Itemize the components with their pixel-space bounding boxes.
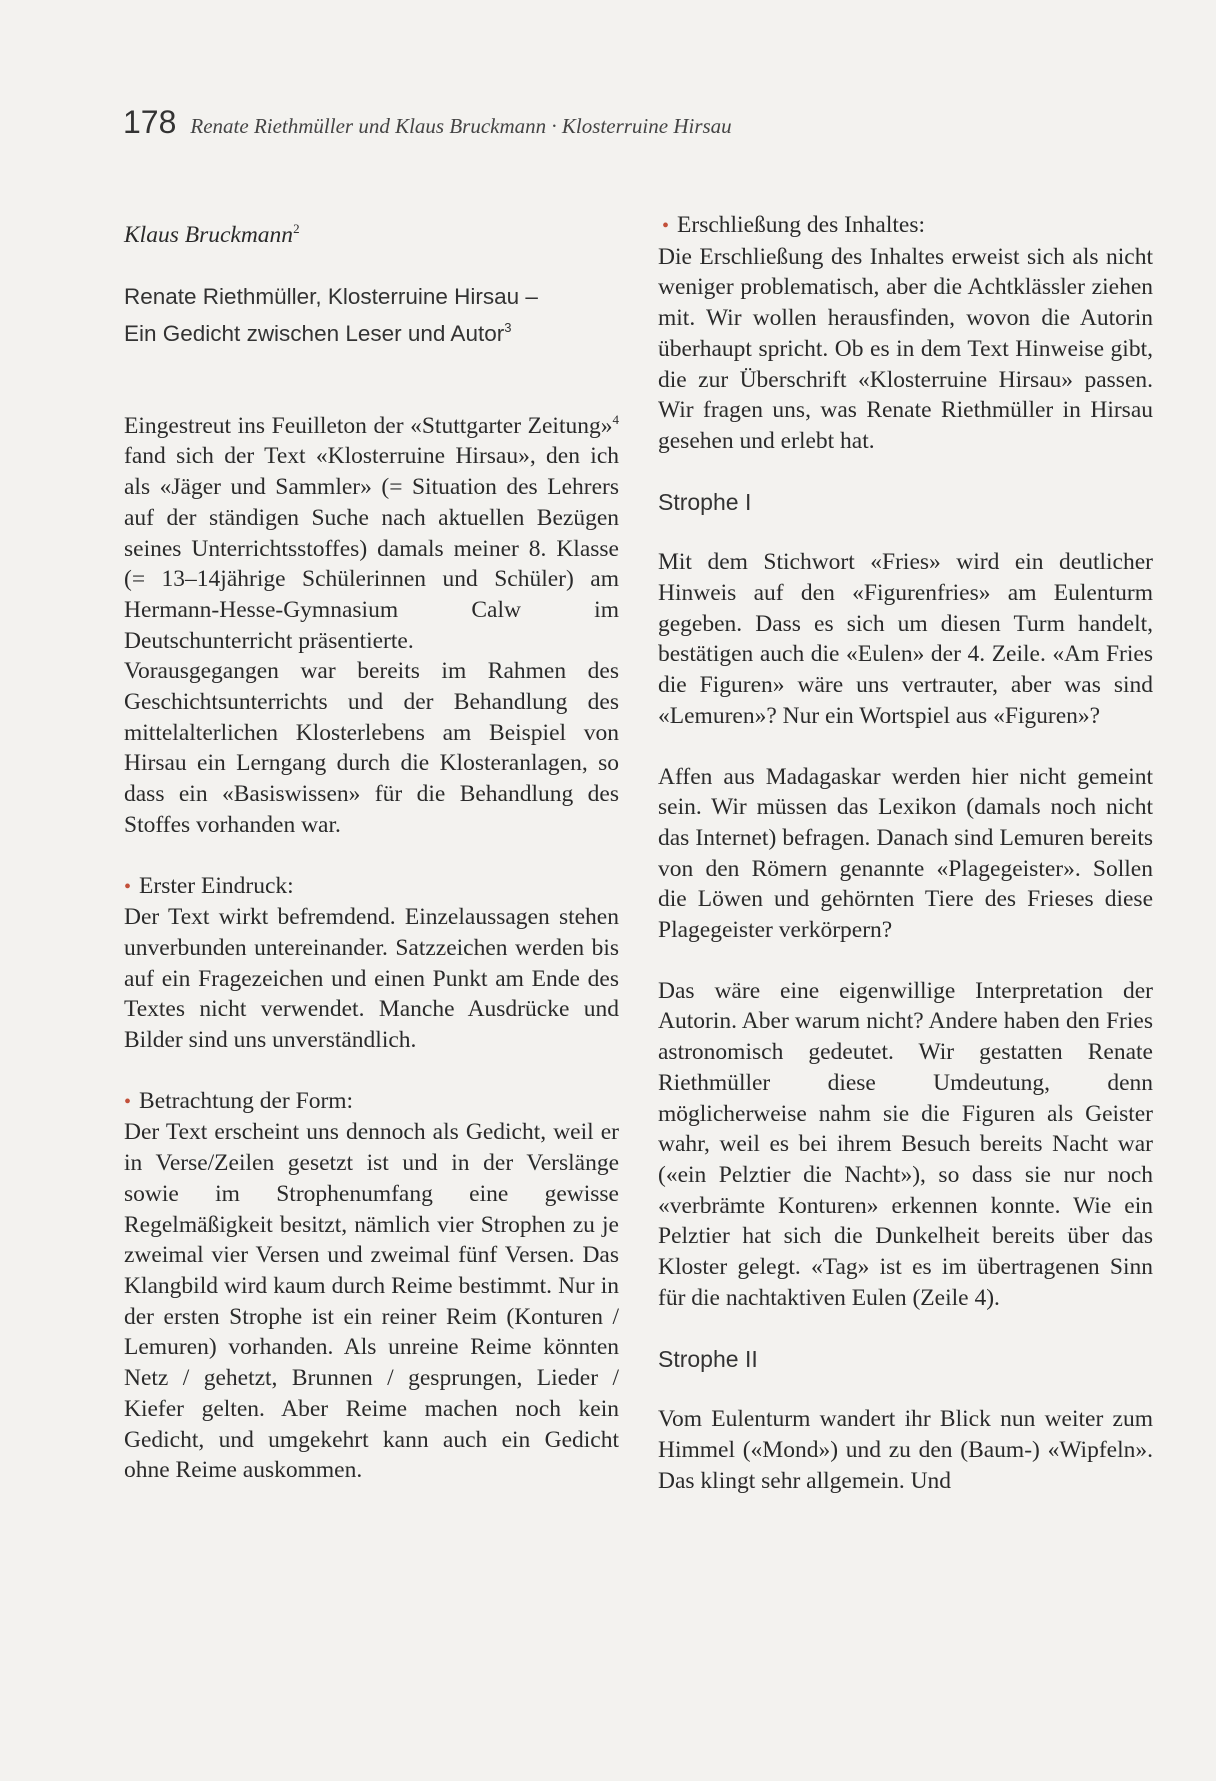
strophe-heading-1: Strophe I: [658, 488, 752, 515]
article-title-line2-text: Ein Gedicht zwischen Leser und Autor: [124, 320, 505, 346]
bullet-icon: •: [662, 215, 670, 237]
bullet-icon: •: [124, 875, 132, 898]
section-text-erster-eindruck: Der Text wirkt befremdend. Einzelaussagen stehen unverbunden untereinander. Satzzeichen werden bis auf ein Fragezeichen und einen Punkt am Ende des Textes nicht verwendet. Manche Ausdrücke und Bilder sind uns unverständlich.: [124, 904, 619, 1054]
strophe1-paragraph-2: Affen aus Madagaskar werden hier nicht gemeint sein. Wir müssen das Lexikon (damals noch nicht das Internet) befragen. Danach sind Lemuren bereits von den Römern genannte «Plagegeister». Sollen die Löwen und gehörnten Tiere des Frieses diese Plagegeister verkörpern?: [658, 763, 1153, 944]
footnote-mark: 2: [293, 221, 300, 236]
footnote-mark: 4: [612, 411, 619, 427]
author-text: Klaus Bruckmann: [124, 222, 294, 248]
article-title-line2: [124, 312, 619, 349]
section-head-erster-eindruck: [124, 871, 619, 903]
strophe-heading-2: Strophe II: [658, 1345, 758, 1372]
page-number: 178: [123, 104, 177, 140]
right-column: [658, 210, 1153, 1496]
bullet-icon: •: [124, 1090, 132, 1113]
article-title: [124, 281, 619, 349]
section-head-text: Erschließung des Inhaltes:: [677, 212, 926, 238]
strophe1-paragraph-3: Das wäre eine eigenwillige Interpretation der Autorin. Aber warum nicht? Andere haben den Fries astronomisch gedeutet. Wir gestatten Renate Riethmüller diese Umdeutung, denn möglicherweise nahm sie die Figuren als Geister wahr, weil es bei ihrem Besuch bereits Nacht war («ein Pelztier die Nacht»), so dass sie nur noch «verbrämte Konturen» erkennen konnte. Wie ein Pelztier hat sich die Dunkelheit bereits über das Kloster gelegt. «Tag» ist es im übertragenen Sinn für die nachtaktiven Eulen (Zeile 4).: [658, 977, 1153, 1311]
strophe2-paragraph-1: Vom Eulenturm wandert ihr Blick nun weiter zum Himmel («Mond») und zu den (Baum-) «Wipfeln». Das klingt sehr allgemein. Und: [658, 1406, 1153, 1494]
section-head-text: Betrachtung der Form:: [139, 1087, 354, 1114]
intro-text-part2: fand sich der Text «Klosterruine Hirsau», den ich als «Jäger und Sammler» (= Situation des Lehrers auf der ständigen Suche nach aktuellen Bezügen seines Unterrichtsstoffes) damals meiner 8. Klasse (= 13–14jährige Schülerinnen und Schüler) am Hermann-Hesse-Gymnasium Calw im Deutschunterricht präsentierte.: [124, 443, 619, 654]
strophe1-paragraph-1: Mit dem Stichwort «Fries» wird ein deutlicher Hinweis auf den «Figurenfries» am Eulenturm gegeben. Dass es sich um diesen Turm handelt, bestätigen auch die «Eulen» der 4. Zeile. «Am Fries die Figuren» wäre uns vertrauter, aber was sind «Lemuren»? Nur ein Wortspiel aus «Figuren»?: [658, 549, 1153, 729]
article-title-line1: Renate Riethmüller, Klosterruine Hirsau –: [124, 283, 538, 309]
section-head-text: Erster Eindruck:: [139, 872, 294, 899]
footnote-mark: 3: [504, 319, 512, 335]
section-head-betrachtung-der-form: [124, 1086, 619, 1118]
left-column: [124, 214, 619, 1486]
running-header: [123, 104, 1123, 141]
intro-text-part1: Eingestreut ins Feuilleton der «Stuttgarter Zeitung»: [124, 412, 613, 439]
running-head: Renate Riethmüller und Klaus Bruckmann · Klosterruine Hirsau: [190, 114, 732, 138]
intro-paragraph-2: Vorausgegangen war bereits im Rahmen des Geschichtsunterrichts und der Behandlung des mittelalterlichen Klosterlebens am Beispiel von Hirsau ein Lerngang durch die Klosteranlagen, so dass ein «Basiswissen» für die Behandlung des Stoffes vorhanden war.: [124, 658, 619, 838]
section-text-erschliessung: Die Erschließung des Inhaltes erweist sich als nicht weniger problematisch, aber die Achtklässler ziehen mit. Wir wollen herausfinden, wovon die Autorin überhaupt spricht. Ob es in dem Text Hinweise gibt, die zur Überschrift «Klosterruine Hirsau» passen. Wir fragen uns, was Renate Riethmüller in Hirsau gesehen und erlebt hat.: [658, 243, 1153, 454]
intro-paragraph: [124, 405, 619, 657]
section-text-betrachtung-der-form: Der Text erscheint uns dennoch als Gedicht, weil er in Verse/Zeilen gesetzt ist und in der Verslänge sowie im Strophenumfang eine gewisse Regelmäßigkeit besitzt, nämlich vier Strophen zu je zweimal vier Versen und zweimal fünf Versen. Das Klangbild wird kaum durch Reime bestimmt. Nur in der ersten Strophe ist ein reiner Reim (Konturen / Lemuren) vorhanden. Als unreine Reime könnten Netz / gehetzt, Brunnen / gesprungen, Lieder / Kiefer gelten. Aber Reime machen noch kein Gedicht, und umgekehrt kann auch ein Gedicht ohne Reime auskommen.: [124, 1119, 619, 1484]
author-name: [124, 214, 619, 251]
section-head-erschliessung: [658, 210, 1153, 242]
